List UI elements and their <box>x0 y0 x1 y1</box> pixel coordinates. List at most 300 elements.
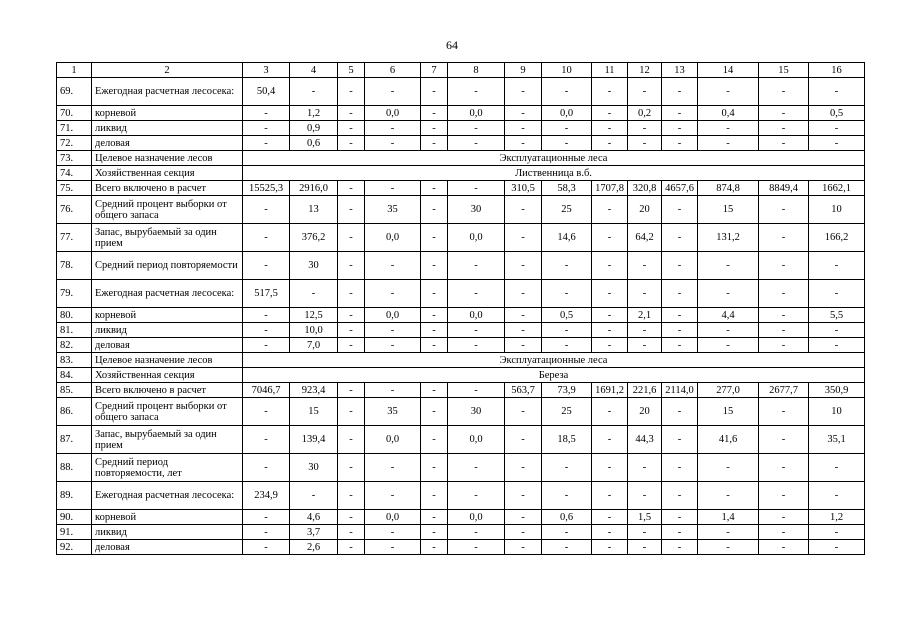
row-label: ликвид <box>92 323 243 338</box>
value-cell: - <box>338 106 365 121</box>
value-cell: 44,3 <box>628 426 662 454</box>
row-number: 72. <box>57 136 92 151</box>
value-cell: 8849,4 <box>759 181 809 196</box>
value-cell: - <box>698 323 759 338</box>
value-cell: 1691,2 <box>592 383 628 398</box>
value-cell: - <box>592 121 628 136</box>
value-cell: - <box>592 252 628 280</box>
value-cell: - <box>759 252 809 280</box>
value-cell: 234,9 <box>243 482 290 510</box>
value-cell: - <box>338 454 365 482</box>
forest-calculation-table <box>56 62 865 555</box>
header-cell: 13 <box>662 63 698 78</box>
value-cell: - <box>759 482 809 510</box>
value-cell: - <box>698 338 759 353</box>
value-cell: 10 <box>809 196 865 224</box>
value-cell: - <box>505 252 542 280</box>
value-cell: 25 <box>542 196 592 224</box>
value-cell: - <box>592 482 628 510</box>
value-cell: - <box>698 121 759 136</box>
value-cell: - <box>338 78 365 106</box>
value-cell: - <box>628 252 662 280</box>
value-cell: - <box>421 78 448 106</box>
table-row <box>57 181 865 196</box>
value-cell: 0,0 <box>542 106 592 121</box>
value-cell: - <box>338 338 365 353</box>
value-cell: - <box>592 308 628 323</box>
value-cell: - <box>662 196 698 224</box>
value-cell: - <box>290 280 338 308</box>
value-cell: - <box>421 181 448 196</box>
row-label: деловая <box>92 338 243 353</box>
value-cell: - <box>421 252 448 280</box>
table-row <box>57 426 865 454</box>
value-cell: - <box>505 525 542 540</box>
value-cell: 10,0 <box>290 323 338 338</box>
value-cell: - <box>542 525 592 540</box>
value-cell: - <box>698 136 759 151</box>
header-cell: 11 <box>592 63 628 78</box>
row-number: 81. <box>57 323 92 338</box>
row-label: ликвид <box>92 525 243 540</box>
value-cell: 7046,7 <box>243 383 290 398</box>
value-cell: - <box>448 78 505 106</box>
value-cell: - <box>542 338 592 353</box>
value-cell: 1,4 <box>698 510 759 525</box>
value-cell: 30 <box>290 454 338 482</box>
value-cell: - <box>542 454 592 482</box>
value-cell: - <box>698 540 759 555</box>
value-cell: 5,5 <box>809 308 865 323</box>
value-cell: 15525,3 <box>243 181 290 196</box>
value-cell: - <box>759 338 809 353</box>
value-cell: 166,2 <box>809 224 865 252</box>
value-cell: 923,4 <box>290 383 338 398</box>
row-number: 91. <box>57 525 92 540</box>
value-cell: - <box>448 181 505 196</box>
value-cell: - <box>759 106 809 121</box>
value-cell: - <box>421 540 448 555</box>
value-cell: - <box>628 136 662 151</box>
value-cell: - <box>628 338 662 353</box>
value-cell: - <box>759 323 809 338</box>
row-label: Запас, вырубаемый за один прием <box>92 426 243 454</box>
header-cell: 12 <box>628 63 662 78</box>
value-cell: - <box>421 510 448 525</box>
value-cell: - <box>338 540 365 555</box>
value-cell: 0,9 <box>290 121 338 136</box>
value-cell: - <box>592 280 628 308</box>
value-cell: - <box>542 78 592 106</box>
value-cell: - <box>365 323 421 338</box>
header-cell: 7 <box>421 63 448 78</box>
header-cell: 2 <box>92 63 243 78</box>
value-cell: 0,0 <box>448 308 505 323</box>
value-cell: - <box>662 136 698 151</box>
value-cell: - <box>243 426 290 454</box>
value-cell: - <box>662 280 698 308</box>
value-cell: 73,9 <box>542 383 592 398</box>
value-cell: - <box>662 78 698 106</box>
value-cell: - <box>365 525 421 540</box>
table-row <box>57 525 865 540</box>
value-cell: - <box>809 252 865 280</box>
value-cell: 517,5 <box>243 280 290 308</box>
value-cell: - <box>698 78 759 106</box>
table-row <box>57 136 865 151</box>
value-cell: - <box>421 398 448 426</box>
value-cell: - <box>662 338 698 353</box>
value-cell: - <box>809 338 865 353</box>
value-cell: 376,2 <box>290 224 338 252</box>
value-cell: - <box>338 181 365 196</box>
value-cell: - <box>759 196 809 224</box>
row-label: Ежегодная расчетная лесосека: <box>92 78 243 106</box>
value-cell: - <box>662 510 698 525</box>
value-cell: 139,4 <box>290 426 338 454</box>
value-cell: - <box>421 136 448 151</box>
value-cell: 0,4 <box>698 106 759 121</box>
value-cell: 50,4 <box>243 78 290 106</box>
value-cell: - <box>505 510 542 525</box>
value-cell: - <box>243 252 290 280</box>
value-cell: - <box>365 136 421 151</box>
value-cell: - <box>365 280 421 308</box>
value-cell: - <box>759 525 809 540</box>
value-cell: - <box>628 540 662 555</box>
value-cell: - <box>542 482 592 510</box>
value-cell: - <box>505 136 542 151</box>
value-cell: - <box>243 323 290 338</box>
value-cell: - <box>505 454 542 482</box>
value-cell: - <box>290 482 338 510</box>
section-value: Эксплуатационные леса <box>243 151 865 166</box>
value-cell: - <box>592 540 628 555</box>
table-row <box>57 308 865 323</box>
value-cell: - <box>542 280 592 308</box>
table-row <box>57 510 865 525</box>
value-cell: - <box>505 196 542 224</box>
row-number: 76. <box>57 196 92 224</box>
value-cell: - <box>542 540 592 555</box>
value-cell: - <box>662 121 698 136</box>
row-number: 69. <box>57 78 92 106</box>
value-cell: - <box>421 525 448 540</box>
table-row <box>57 78 865 106</box>
value-cell: - <box>243 121 290 136</box>
value-cell: - <box>338 252 365 280</box>
row-label: Средний период повторяемости <box>92 252 243 280</box>
table-row <box>57 323 865 338</box>
value-cell: 0,0 <box>365 308 421 323</box>
value-cell: - <box>338 525 365 540</box>
value-cell: - <box>759 78 809 106</box>
value-cell: - <box>421 121 448 136</box>
value-cell: 0,0 <box>365 106 421 121</box>
table-row <box>57 454 865 482</box>
header-cell: 14 <box>698 63 759 78</box>
value-cell: 18,5 <box>542 426 592 454</box>
value-cell: - <box>421 224 448 252</box>
value-cell: 3,7 <box>290 525 338 540</box>
row-label: Всего включено в расчет <box>92 383 243 398</box>
value-cell: - <box>448 383 505 398</box>
value-cell: - <box>809 454 865 482</box>
row-label: деловая <box>92 136 243 151</box>
value-cell: 0,6 <box>542 510 592 525</box>
row-number: 88. <box>57 454 92 482</box>
value-cell: - <box>809 121 865 136</box>
value-cell: 4,4 <box>698 308 759 323</box>
value-cell: - <box>365 338 421 353</box>
value-cell: - <box>505 78 542 106</box>
header-cell: 8 <box>448 63 505 78</box>
value-cell: - <box>662 106 698 121</box>
value-cell: - <box>592 224 628 252</box>
value-cell: - <box>698 525 759 540</box>
value-cell: - <box>338 280 365 308</box>
value-cell: - <box>662 426 698 454</box>
row-label: корневой <box>92 106 243 121</box>
value-cell: - <box>592 136 628 151</box>
row-number: 70. <box>57 106 92 121</box>
value-cell: 0,5 <box>542 308 592 323</box>
value-cell: - <box>338 121 365 136</box>
value-cell: 35 <box>365 196 421 224</box>
value-cell: 12,5 <box>290 308 338 323</box>
value-cell: 131,2 <box>698 224 759 252</box>
value-cell: - <box>759 136 809 151</box>
value-cell: - <box>338 224 365 252</box>
value-cell: - <box>592 323 628 338</box>
value-cell: - <box>592 78 628 106</box>
value-cell: - <box>505 323 542 338</box>
value-cell: - <box>505 308 542 323</box>
value-cell: - <box>505 121 542 136</box>
value-cell: - <box>365 181 421 196</box>
value-cell: 35 <box>365 398 421 426</box>
value-cell: 64,2 <box>628 224 662 252</box>
table-row <box>57 482 865 510</box>
value-cell: - <box>365 252 421 280</box>
row-number: 73. <box>57 151 92 166</box>
value-cell: - <box>338 398 365 426</box>
table-row <box>57 151 865 166</box>
value-cell: - <box>365 482 421 510</box>
value-cell: 2114,0 <box>662 383 698 398</box>
value-cell: - <box>338 482 365 510</box>
value-cell: - <box>592 106 628 121</box>
value-cell: - <box>592 426 628 454</box>
value-cell: - <box>505 338 542 353</box>
value-cell: - <box>448 121 505 136</box>
value-cell: - <box>448 482 505 510</box>
value-cell: - <box>421 196 448 224</box>
value-cell: - <box>628 482 662 510</box>
header-cell: 6 <box>365 63 421 78</box>
value-cell: - <box>421 308 448 323</box>
value-cell: 2,1 <box>628 308 662 323</box>
value-cell: 20 <box>628 398 662 426</box>
value-cell: - <box>759 510 809 525</box>
value-cell: - <box>448 540 505 555</box>
value-cell: - <box>809 482 865 510</box>
row-number: 78. <box>57 252 92 280</box>
row-number: 82. <box>57 338 92 353</box>
value-cell: 1,5 <box>628 510 662 525</box>
value-cell: - <box>698 252 759 280</box>
header-cell: 4 <box>290 63 338 78</box>
value-cell: - <box>542 323 592 338</box>
value-cell: - <box>448 525 505 540</box>
value-cell: - <box>698 280 759 308</box>
value-cell: - <box>662 398 698 426</box>
value-cell: 1662,1 <box>809 181 865 196</box>
value-cell: - <box>243 398 290 426</box>
value-cell: 350,9 <box>809 383 865 398</box>
value-cell: - <box>243 338 290 353</box>
value-cell: 1,2 <box>290 106 338 121</box>
row-number: 92. <box>57 540 92 555</box>
value-cell: - <box>448 252 505 280</box>
row-number: 89. <box>57 482 92 510</box>
value-cell: 277,0 <box>698 383 759 398</box>
row-label: корневой <box>92 308 243 323</box>
value-cell: 0,0 <box>365 510 421 525</box>
value-cell: - <box>421 383 448 398</box>
value-cell: - <box>421 323 448 338</box>
value-cell: - <box>243 136 290 151</box>
row-number: 84. <box>57 368 92 383</box>
value-cell: - <box>759 308 809 323</box>
value-cell: - <box>505 426 542 454</box>
value-cell: - <box>698 454 759 482</box>
table-row <box>57 398 865 426</box>
row-label: Средний период повторяемости, лет <box>92 454 243 482</box>
value-cell: 1707,8 <box>592 181 628 196</box>
value-cell: - <box>505 540 542 555</box>
value-cell: 13 <box>290 196 338 224</box>
table-row <box>57 196 865 224</box>
row-number: 87. <box>57 426 92 454</box>
table-row <box>57 252 865 280</box>
value-cell: 0,0 <box>448 426 505 454</box>
section-value: Эксплуатационные леса <box>243 353 865 368</box>
row-number: 75. <box>57 181 92 196</box>
value-cell: 10 <box>809 398 865 426</box>
value-cell: 25 <box>542 398 592 426</box>
value-cell: 2677,7 <box>759 383 809 398</box>
value-cell: - <box>759 121 809 136</box>
header-cell: 15 <box>759 63 809 78</box>
value-cell: 2916,0 <box>290 181 338 196</box>
value-cell: 41,6 <box>698 426 759 454</box>
value-cell: 14,6 <box>542 224 592 252</box>
value-cell: - <box>662 252 698 280</box>
value-cell: - <box>338 136 365 151</box>
value-cell: - <box>421 338 448 353</box>
row-number: 77. <box>57 224 92 252</box>
value-cell: - <box>243 540 290 555</box>
table-row <box>57 338 865 353</box>
row-number: 74. <box>57 166 92 181</box>
value-cell: - <box>662 525 698 540</box>
section-value: Береза <box>243 368 865 383</box>
row-label: Ежегодная расчетная лесосека: <box>92 280 243 308</box>
value-cell: - <box>505 106 542 121</box>
value-cell: - <box>592 525 628 540</box>
row-label: Целевое назначение лесов <box>92 151 243 166</box>
value-cell: - <box>592 196 628 224</box>
value-cell: - <box>448 136 505 151</box>
value-cell: - <box>662 540 698 555</box>
value-cell: - <box>662 308 698 323</box>
value-cell: 1,2 <box>809 510 865 525</box>
value-cell: - <box>243 106 290 121</box>
header-cell: 16 <box>809 63 865 78</box>
header-cell: 10 <box>542 63 592 78</box>
section-value: Лиственница в.б. <box>243 166 865 181</box>
table-row <box>57 383 865 398</box>
value-cell: 30 <box>448 398 505 426</box>
value-cell: 310,5 <box>505 181 542 196</box>
value-cell: 0,0 <box>365 426 421 454</box>
value-cell: - <box>628 454 662 482</box>
value-cell: - <box>505 398 542 426</box>
value-cell: 0,6 <box>290 136 338 151</box>
value-cell: - <box>243 308 290 323</box>
value-cell: - <box>809 540 865 555</box>
value-cell: - <box>662 224 698 252</box>
value-cell: - <box>592 510 628 525</box>
value-cell: - <box>505 482 542 510</box>
page-number: 64 <box>446 38 458 52</box>
value-cell: - <box>243 224 290 252</box>
value-cell: - <box>421 106 448 121</box>
table-body <box>57 63 865 555</box>
value-cell: 0,0 <box>448 224 505 252</box>
value-cell: - <box>338 308 365 323</box>
value-cell: 30 <box>448 196 505 224</box>
value-cell: 0,0 <box>365 224 421 252</box>
value-cell: - <box>542 121 592 136</box>
value-cell: 2,6 <box>290 540 338 555</box>
value-cell: 7,0 <box>290 338 338 353</box>
value-cell: - <box>338 510 365 525</box>
value-cell: - <box>662 454 698 482</box>
value-cell: - <box>809 280 865 308</box>
value-cell: - <box>809 323 865 338</box>
row-number: 83. <box>57 353 92 368</box>
table-row <box>57 106 865 121</box>
header-cell: 1 <box>57 63 92 78</box>
row-label: Средний процент выборки от общего запаса <box>92 398 243 426</box>
value-cell: - <box>421 280 448 308</box>
value-cell: - <box>759 224 809 252</box>
value-cell: - <box>365 454 421 482</box>
value-cell: - <box>365 121 421 136</box>
value-cell: - <box>542 136 592 151</box>
value-cell: 15 <box>698 196 759 224</box>
value-cell: - <box>365 540 421 555</box>
table-row <box>57 353 865 368</box>
row-label: Средний процент выборки от общего запаса <box>92 196 243 224</box>
row-number: 79. <box>57 280 92 308</box>
value-cell: 320,8 <box>628 181 662 196</box>
table-row <box>57 224 865 252</box>
row-label: Хозяйственная секция <box>92 166 243 181</box>
value-cell: - <box>628 78 662 106</box>
